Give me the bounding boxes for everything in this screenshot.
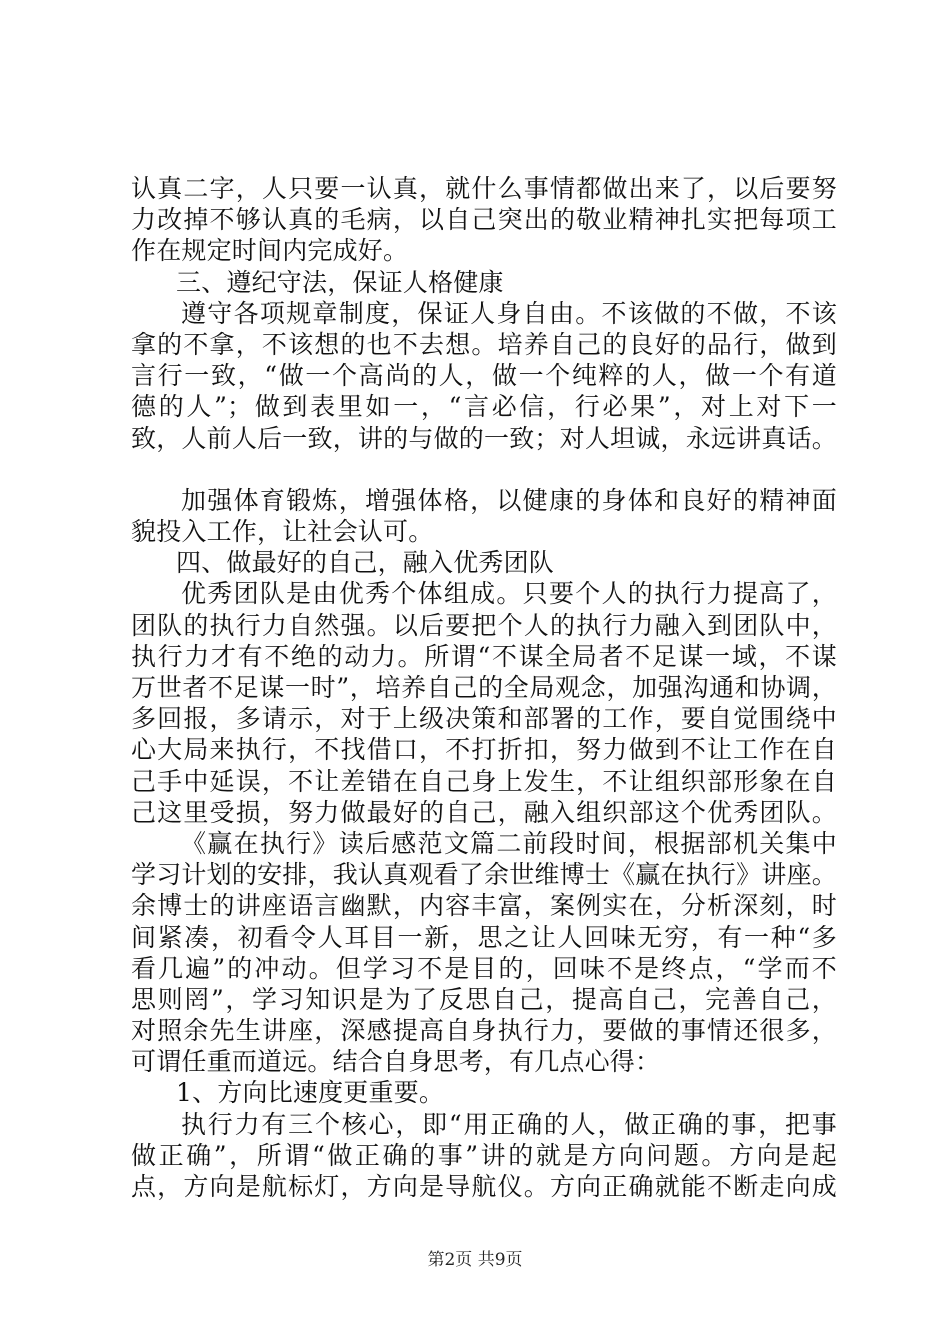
text-line: 多回报，多请示，对于上级决策和部署的工作，要自觉围绕中: [131, 704, 837, 734]
body-text: [131, 173, 837, 1202]
text-line: 可谓任重而道远。结合自身思考，有几点心得：: [131, 1047, 661, 1077]
text-line: 作在规定时间内完成好。: [131, 236, 409, 266]
text-line: 看几遍”的冲动。但学习不是目的，回味不是终点，“学而不: [131, 953, 837, 983]
text-line: 心大局来执行，不找借口，不打折扣，努力做到不让工作在自: [131, 735, 837, 765]
text-line: 执行力有三个核心，即“用正确的人，做正确的事，把事: [181, 1109, 837, 1139]
text-line: 四、做最好的自己，融入优秀团队: [176, 548, 555, 578]
text-line: 万世者不足谋一时”，培养自己的全局观念，加强沟通和协调，: [131, 673, 837, 702]
text-line: 拿的不拿，不该想的也不去想。培养自己的良好的品行，做到: [131, 329, 837, 359]
text-line: 对照余先生讲座，深感提高自身执行力，要做的事情还很多，: [131, 1016, 837, 1046]
text-line: 点，方向是航标灯，方向是导航仪。方向正确就能不断走向成: [131, 1172, 837, 1201]
text-line: 言行一致，“做一个高尚的人，做一个纯粹的人，做一个有道: [131, 361, 837, 391]
text-line: 间紧凑，初看令人耳目一新，思之让人回味无穷，有一种“多: [131, 922, 837, 952]
text-line: 团队的执行力自然强。以后要把个人的执行力融入到团队中，: [131, 610, 837, 640]
text-line: 己手中延误，不让差错在自己身上发生，不让组织部形象在自: [131, 766, 837, 796]
text-line: 力改掉不够认真的毛病，以自己突出的敬业精神扎实把每项工: [131, 205, 837, 235]
text-line: 认真二字，人只要一认真，就什么事情都做出来了，以后要努: [131, 174, 837, 203]
text-line: 学习计划的安排，我认真观看了余世维博士《赢在执行》讲座。: [131, 860, 837, 890]
text-line: [131, 454, 837, 485]
page-footer: 第2页 共9页: [427, 1250, 523, 1270]
text-line: 德的人”；做到表里如一，“言必信，行必果”，对上对下一: [131, 392, 837, 422]
text-line: 三、遵纪守法，保证人格健康: [176, 267, 504, 297]
text-line: 执行力才有不绝的动力。所谓“不谋全局者不足谋一域，不谋: [131, 641, 837, 671]
text-line: 《赢在执行》读后感范文篇二前段时间，根据部机关集中: [181, 828, 837, 858]
text-line: 1、方向比速度更重要。: [176, 1078, 445, 1108]
text-line: 己这里受损，努力做最好的自己，融入组织部这个优秀团队。: [131, 797, 837, 827]
text-line: 思则罔”，学习知识是为了反思自己，提高自己，完善自己，: [131, 984, 837, 1014]
text-line: 优秀团队是由优秀个体组成。只要个人的执行力提高了，: [181, 579, 837, 609]
text-line: 遵守各项规章制度，保证人身自由。不该做的不做，不该: [181, 298, 837, 328]
text-line: 余博士的讲座语言幽默，内容丰富，案例实在，分析深刻，时: [131, 891, 837, 921]
text-line: 做正确”，所谓“做正确的事”讲的就是方向问题。方向是起: [131, 1140, 837, 1170]
text-line: 加强体育锻炼，增强体格，以健康的身体和良好的精神面: [181, 485, 837, 515]
text-line: 致，人前人后一致，讲的与做的一致；对人坦诚，永远讲真话。: [131, 423, 837, 453]
text-line: 貌投入工作，让社会认可。: [131, 517, 434, 547]
